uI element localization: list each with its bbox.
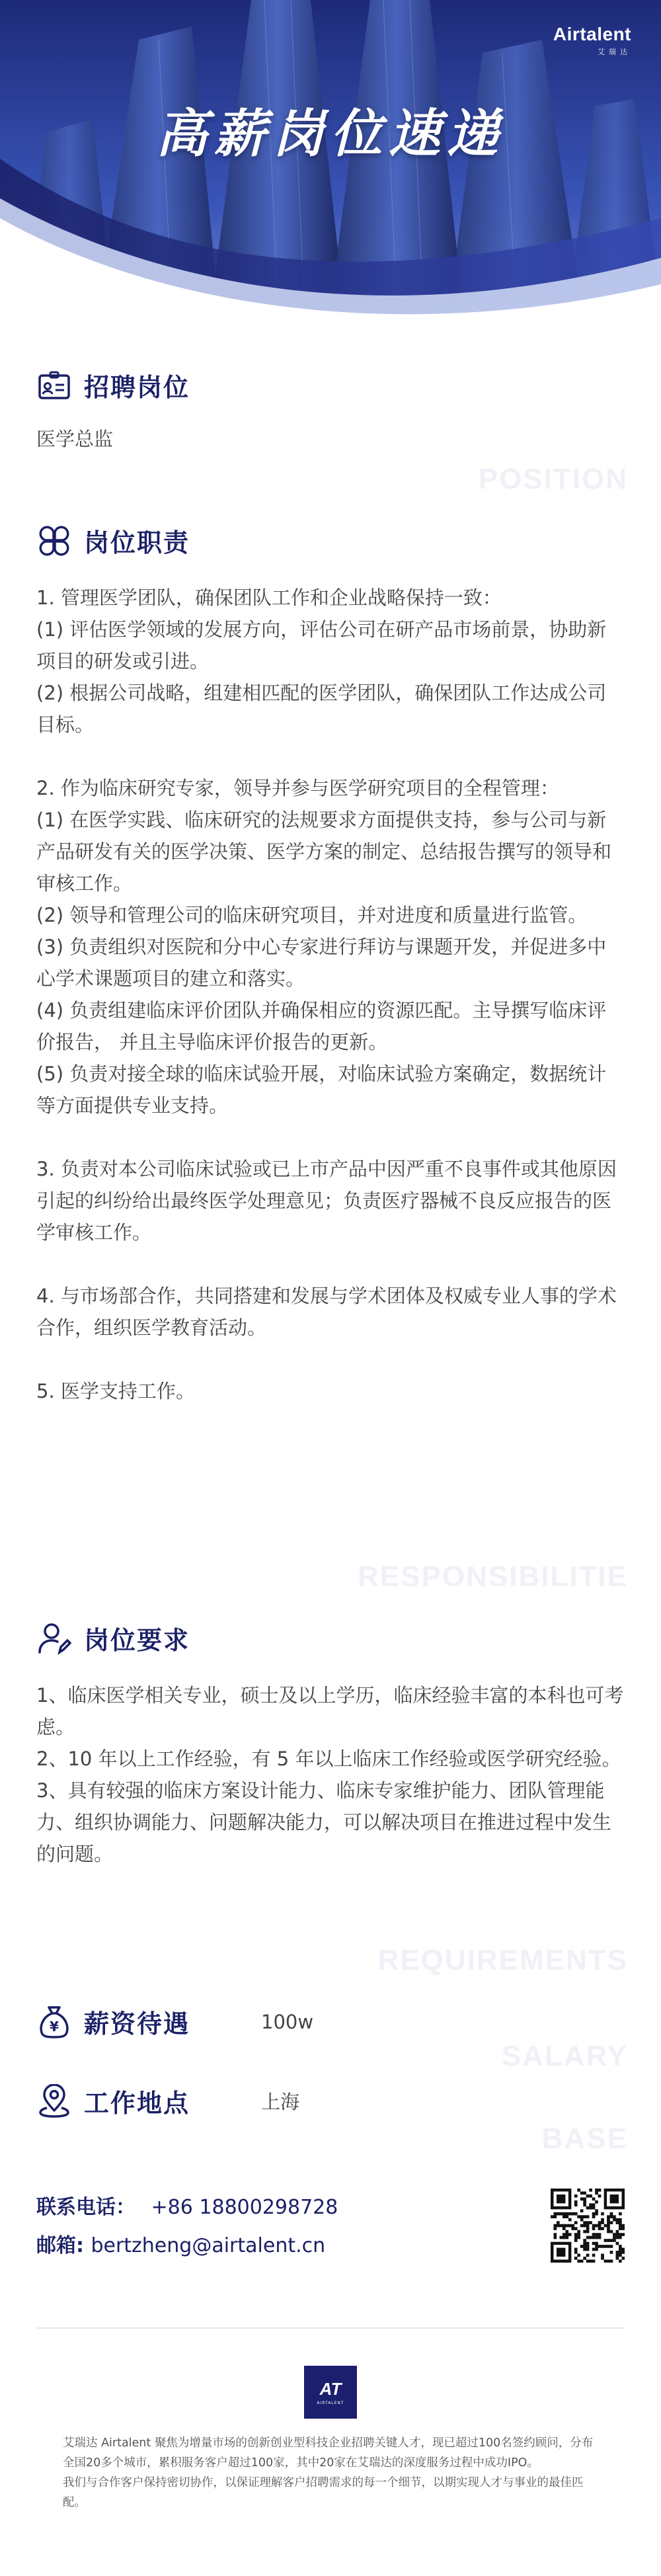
responsibility-line: 4. 与市场部合作，共同搭建和发展与学术团体及权威专业人事的学术合作，组织医学教育活动。	[36, 1285, 617, 1339]
section-position-title: 招聘岗位	[84, 373, 190, 402]
location-pin-icon	[36, 2083, 72, 2119]
svg-text:¥: ¥	[50, 2018, 59, 2034]
footer-logo-mark: AT	[319, 2379, 342, 2399]
responsibility-line: 1. 管理医学团队，确保团队工作和企业战略保持一致：	[36, 586, 502, 609]
company-description-paragraph: 我们与合作客户保持密切协作，以保证理解客户招聘需求的每一个细节，以期实现人才与事业的最佳匹配。	[63, 2476, 584, 2509]
money-bag-icon	[36, 2004, 72, 2040]
responsibility-line: 5. 医学支持工作。	[36, 1380, 195, 1402]
paragraph-gap	[36, 1248, 625, 1280]
footer-logo	[304, 2366, 357, 2419]
contact-email-row	[36, 2227, 338, 2265]
section-salary-title: 薪资待遇	[84, 2009, 190, 2038]
responsibility-line: (1) 评估医学领域的发展方向，评估公司在研产品市场前景，协助新项目的研发或引进。	[36, 618, 607, 672]
responsibility-line: (3) 负责组织对医院和分中心专家进行拜访与课题开发，并促进多中心学术课题项目的建立和落实。	[36, 936, 607, 990]
responsibility-line: (4) 负责组建临床评价团队并确保相应的资源匹配。主导撰写临床评价报告， 并且主导临床评价报告的更新。	[36, 999, 607, 1053]
watermark-responsibilities: RESPONSIBILITIE	[358, 1560, 628, 1593]
paragraph-gap	[36, 741, 625, 772]
email-address[interactable]: bertzheng@airtalent.cn	[91, 2234, 326, 2257]
qr-code	[551, 2189, 625, 2263]
requirements-list	[36, 1679, 625, 1870]
company-description	[63, 2433, 598, 2513]
section-position-header	[36, 367, 190, 403]
company-description-paragraph: 艾瑞达 Airtalent 聚焦为增量市场的创新创业型科技企业招聘关键人才，现已超过100名签约顾问，分布全国20多个城市，累积服务客户超过100家，其中20家在艾瑞达的深度服务过程中成功IPO。	[63, 2436, 594, 2470]
requirement-line: 2、10 年以上工作经验，有 5 年以上临床工作经验或医学研究经验。	[36, 1748, 621, 1770]
section-requirements-header	[36, 1620, 190, 1656]
responsibility-line: 2. 作为临床研究专家，领导并参与医学研究项目的全程管理：	[36, 777, 559, 799]
section-requirements-title: 岗位要求	[84, 1626, 190, 1655]
watermark-salary: SALARY	[501, 2040, 628, 2072]
section-location-row	[36, 2083, 625, 2119]
position-value: 医学总监	[36, 428, 114, 450]
watermark-requirements: REQUIREMENTS	[377, 1944, 628, 1976]
clover-icon	[36, 523, 72, 559]
salary-value: 100w	[261, 2010, 314, 2033]
phone-label: 联系电话：	[36, 2196, 136, 2219]
responsibility-line: 3. 负责对本公司临床试验或已上市产品中因严重不良事件或其他原因引起的纠纷给出最终医学处理意见；负责医疗器械不良反应报告的医学审核工作。	[36, 1158, 617, 1244]
watermark-position: POSITION	[478, 463, 628, 495]
brand-logo	[553, 24, 631, 57]
id-card-icon	[36, 368, 72, 403]
requirement-line: 3、具有较强的临床方案设计能力、临床专家维护能力、团队管理能力、组织协调能力、问题解决能力，可以解决项目在推进过程中发生的问题。	[36, 1779, 612, 1865]
requirement-line: 1、临床医学相关专业，硕士及以上学历，临床经验丰富的本科也可考虑。	[36, 1684, 624, 1738]
footer-logo-subtext: AIRTALENT	[317, 2401, 344, 2405]
paragraph-gap	[36, 1344, 625, 1375]
hero-banner	[0, 0, 661, 344]
responsibility-line: (2) 领导和管理公司的临床研究项目，并对进度和质量进行监管。	[36, 904, 588, 926]
responsibilities-list	[36, 582, 625, 1407]
responsibility-line: (5) 负责对接全球的临床试验开展，对临床试验方案确定，数据统计等方面提供专业支持。	[36, 1063, 607, 1117]
paragraph-gap	[36, 1121, 625, 1153]
phone-number[interactable]: +86 18800298728	[151, 2196, 338, 2219]
brand-logo-subtext: 艾瑞达	[598, 48, 631, 56]
contact-block	[36, 2189, 338, 2265]
responsibility-line: (1) 在医学实践、临床研究的法规要求方面提供支持，参与公司与新产品研发有关的医学决策、医学方案的制定、总结报告撰写的领导和审核工作。	[36, 809, 612, 895]
responsibility-line: (2) 根据公司战略，组建相匹配的医学团队，确保团队工作达成公司目标。	[36, 682, 607, 736]
hero-title: 高薪岗位速递	[155, 104, 505, 164]
footer-divider	[36, 2327, 625, 2329]
watermark-location: BASE	[541, 2122, 628, 2155]
brand-logo-text: Airtalent	[553, 24, 631, 44]
location-value: 上海	[261, 2091, 300, 2113]
user-edit-icon	[36, 1621, 72, 1656]
section-salary-row	[36, 2003, 625, 2040]
section-responsibilities-header	[36, 522, 190, 559]
email-label: 邮箱:	[36, 2234, 91, 2257]
section-responsibilities-title: 岗位职责	[84, 528, 190, 557]
section-location-title: 工作地点	[84, 2089, 190, 2118]
contact-phone-row	[36, 2189, 338, 2227]
